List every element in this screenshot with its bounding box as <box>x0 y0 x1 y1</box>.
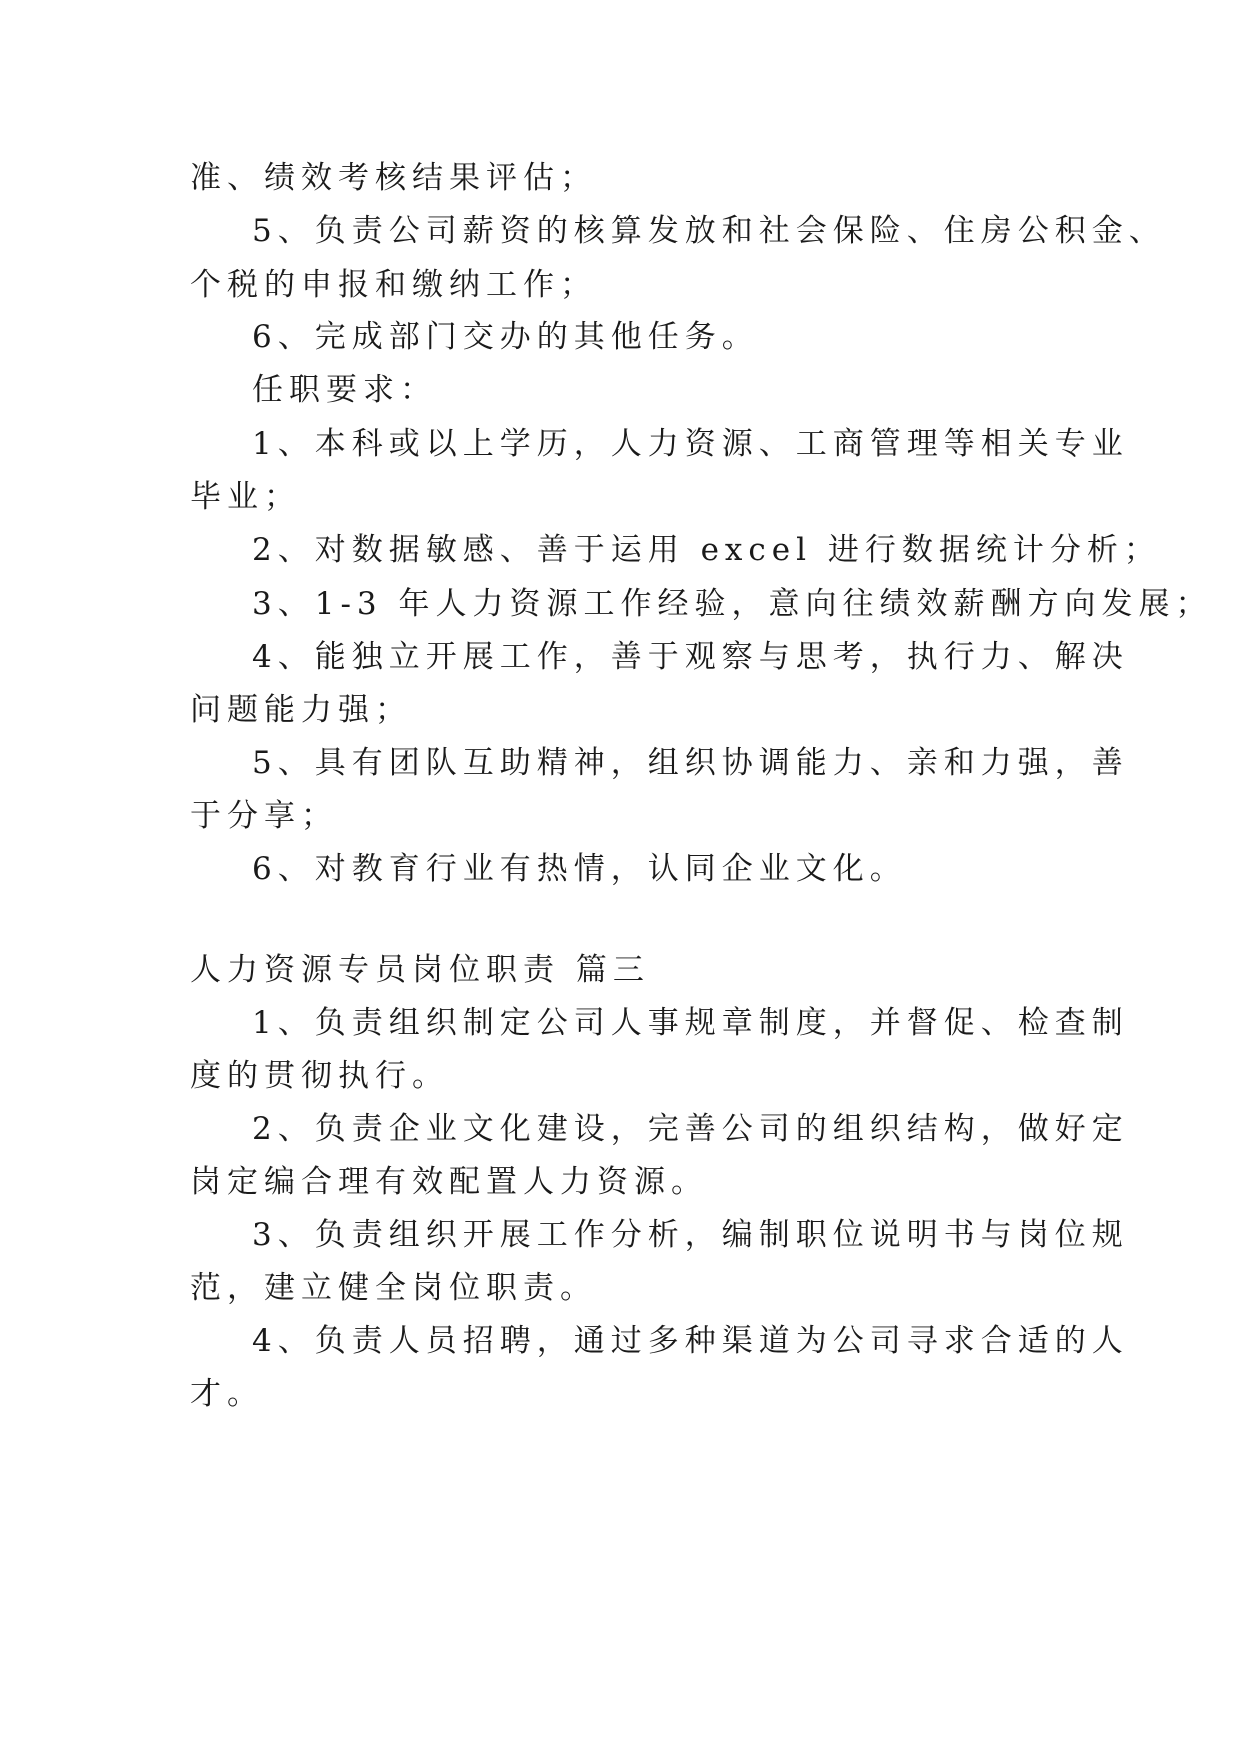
paragraph-line: 5、具有团队互助精神，组织协调能力、亲和力强，善 <box>252 745 1129 781</box>
section-title: 人力资源专员岗位职责 篇三 <box>190 952 650 988</box>
paragraph-line: 2、负责企业文化建设，完善公司的组织结构，做好定 <box>252 1111 1129 1147</box>
paragraph-line: 于分享； <box>190 798 338 834</box>
paragraph-line: 范，建立健全岗位职责。 <box>190 1270 597 1306</box>
paragraph-line: 问题能力强； <box>190 692 412 728</box>
paragraph-line: 毕业； <box>190 479 301 515</box>
paragraph-line: 5、负责公司薪资的核算发放和社会保险、住房公积金、 <box>252 213 1166 249</box>
paragraph-line: 4、能独立开展工作，善于观察与思考，执行力、解决 <box>252 639 1129 675</box>
paragraph-line: 6、对教育行业有热情，认同企业文化。 <box>252 851 907 887</box>
section-heading: 任职要求： <box>252 372 437 408</box>
paragraph-line: 度的贯彻执行。 <box>190 1058 449 1094</box>
paragraph-line: 1、本科或以上学历，人力资源、工商管理等相关专业 <box>252 426 1129 462</box>
paragraph-line: 2、对数据敏感、善于运用 excel 进行数据统计分析； <box>252 532 1161 568</box>
paragraph-line: 个税的申报和缴纳工作； <box>190 267 597 303</box>
paragraph-line: 岗定编合理有效配置人力资源。 <box>190 1164 708 1200</box>
paragraph-line: 1、负责组织制定公司人事规章制度，并督促、检查制 <box>252 1005 1129 1041</box>
paragraph-line: 才。 <box>190 1376 264 1412</box>
paragraph-line: 4、负责人员招聘，通过多种渠道为公司寻求合适的人 <box>252 1323 1129 1359</box>
paragraph-line: 3、负责组织开展工作分析，编制职位说明书与岗位规 <box>252 1217 1129 1253</box>
paragraph-line: 准、绩效考核结果评估； <box>190 160 597 196</box>
paragraph-line: 3、1-3 年人力资源工作经验，意向往绩效薪酬方向发展； <box>252 586 1213 622</box>
paragraph-line: 6、完成部门交办的其他任务。 <box>252 319 759 355</box>
